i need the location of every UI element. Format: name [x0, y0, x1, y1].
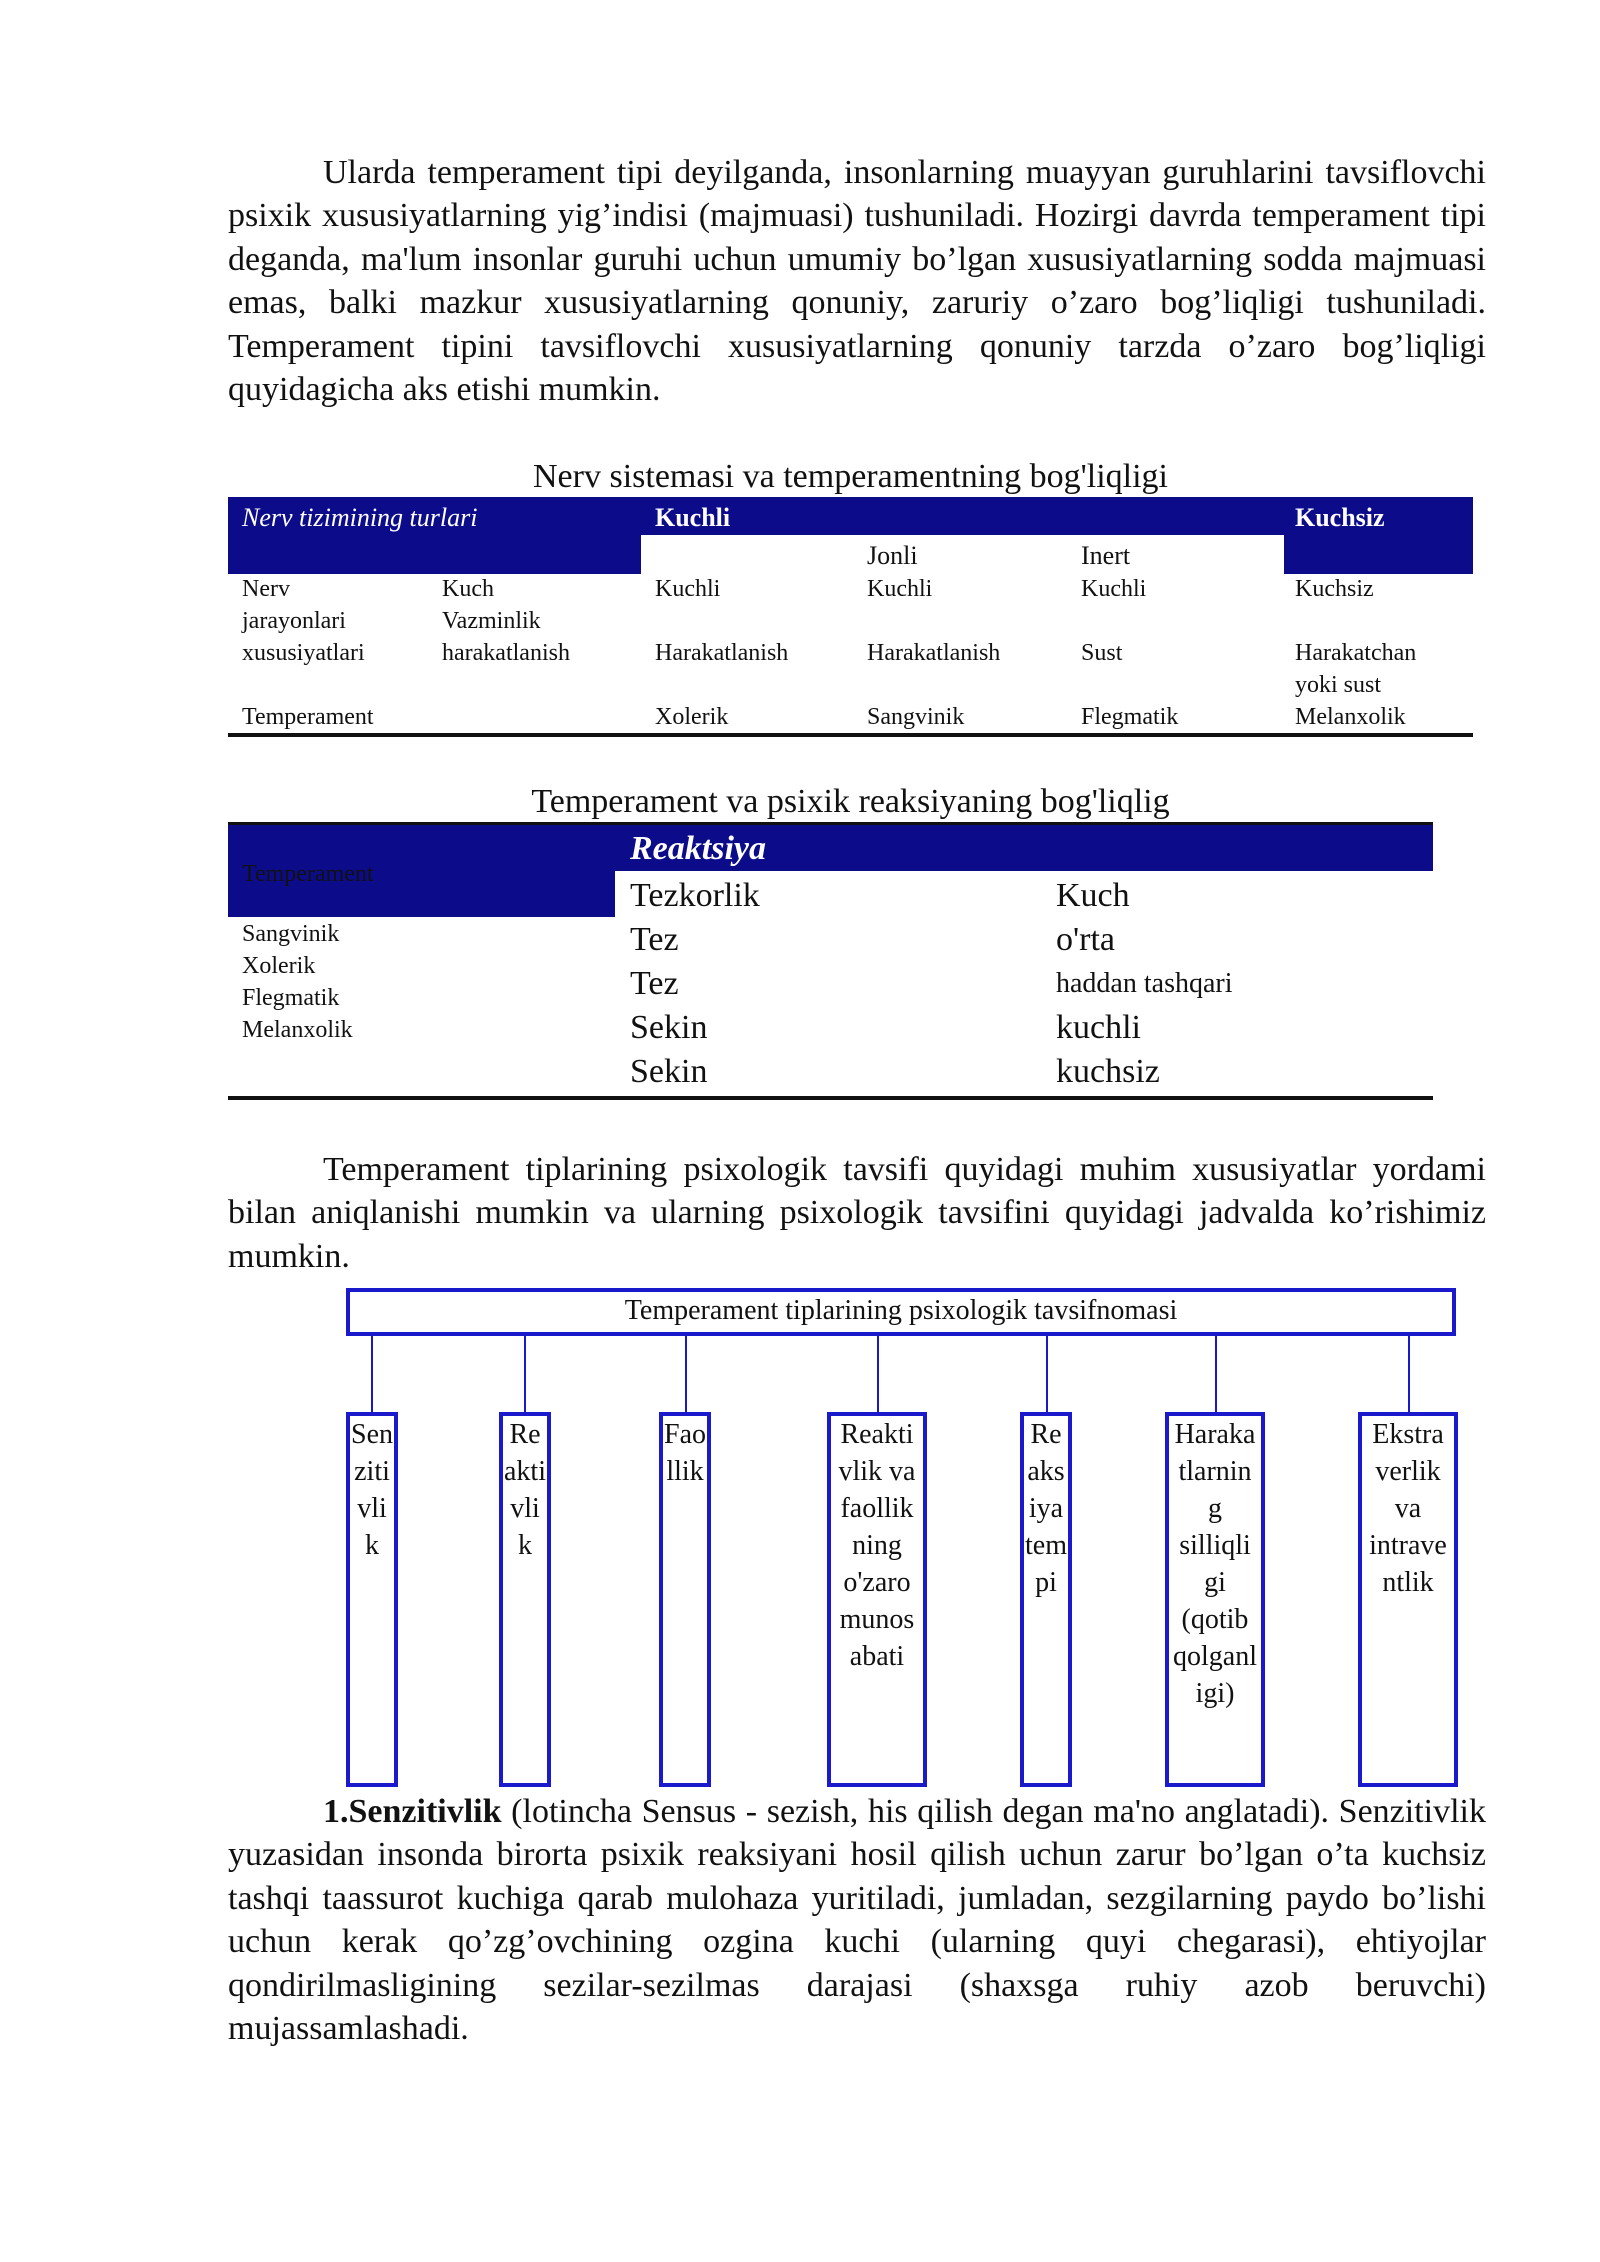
table1-prop-3: harakatlanish	[442, 640, 570, 666]
middle-paragraph: Temperament tiplarining psixologik tavsifi quyidagi muhim xususiyatlar yordami bilan aniqlanishi mumkin va ularning psixologik tavsifini quyidagi jadvalda ko’rishimiz mumkin.	[228, 1151, 1486, 1275]
table2-temperament: Flegmatik	[242, 985, 340, 1011]
table2-header-reaktsiya: Reaktsiya	[630, 830, 766, 867]
diagram-box-senzitivlik: Sen ziti vli k	[346, 1412, 398, 1787]
table2-tezkorlik: Sekin	[630, 1009, 708, 1046]
final-paragraph-text: (lotincha Sensus - sezish, his qilish degan ma'no anglatadi). Senzitivlik yuzasidan insonda birorta psixik reaksiyani hosil qilish uchun zarur bo’lgan o’ta kuchsiz tashqi taassurot kuchiga qarab mulohaza yuritiladi, jumladan, sezgilarning paydo bo’lishi uchun kerak qo’zg’ovchining ozgina kuchi (ularning quyi chegarasi), ehtiyojlar qondirilmasligining sezilar-sezilmas darajasi (shaxsga ruhiy azob beruvchi) mujassamlashadi.	[228, 1793, 1486, 2048]
table1-row-label-3: xususiyatlari	[242, 640, 365, 666]
table1-cell: Harakatlanish	[655, 640, 789, 666]
diagram-connector	[371, 1336, 373, 1412]
table1-header-band-middle	[641, 497, 1284, 535]
table2-bottom-rule	[228, 1096, 1433, 1100]
diagram-connector	[1408, 1336, 1410, 1412]
diagram-title: Temperament tiplarining psixologik tavsifnomasi	[346, 1288, 1456, 1336]
table1-cell: Kuchsiz	[1295, 576, 1374, 602]
table2-kuch: o'rta	[1056, 921, 1115, 958]
table1-row-label-1: Nerv	[242, 576, 290, 602]
table1-header-kuchsiz: Kuchsiz	[1295, 503, 1385, 532]
table1-cell: Xolerik	[655, 704, 729, 730]
table1-bottom-rule	[228, 733, 1473, 737]
table1-cell: Harakatchan	[1295, 640, 1417, 666]
table1-header-kuchli: Kuchli	[655, 503, 731, 532]
final-heading: 1.Senzitivlik	[323, 1793, 502, 1830]
table2-tezkorlik: Sekin	[630, 1053, 708, 1090]
diagram-box-reaktivlik-faollik: Reakti vlik va faollik ning o'zaro munos abati	[827, 1412, 927, 1787]
table1-cell: Sangvinik	[867, 704, 965, 730]
diagram-connector	[1046, 1336, 1048, 1412]
table2-temperament: Xolerik	[242, 953, 316, 979]
final-paragraph	[228, 1790, 1486, 2050]
table1-cell: Kuchli	[655, 576, 721, 602]
diagram-connector	[685, 1336, 687, 1412]
table1-prop-2: Vazminlik	[442, 608, 541, 634]
table2-kuch: kuchli	[1056, 1009, 1141, 1046]
table1-prop-1: Kuch	[442, 576, 494, 602]
table1-cell: Kuchli	[1081, 576, 1147, 602]
table2-kuch: kuchsiz	[1056, 1053, 1160, 1090]
table1-cell: Harakatlanish	[867, 640, 1001, 666]
table1-row-label-2: jarayonlari	[242, 608, 346, 634]
table2-header-left: Temperament	[242, 861, 374, 887]
table2-tezkorlik: Tez	[630, 921, 679, 958]
table2-temperament: Melanxolik	[242, 1017, 353, 1043]
diagram-box-reaksiya-tempi: Re aks iya tem pi	[1020, 1412, 1072, 1787]
table2-caption: Temperament va psixik reaksiyaning bog'liqlig	[531, 783, 1170, 820]
table1-cell: yoki sust	[1295, 672, 1382, 698]
table1-cell: Flegmatik	[1081, 704, 1179, 730]
table2-kuch: haddan tashqari	[1056, 968, 1233, 999]
table1-sub-inert: Inert	[1081, 541, 1131, 570]
diagram-connector	[877, 1336, 879, 1412]
table1-temperament-label: Temperament	[242, 704, 374, 730]
table1-cell: Kuchli	[867, 576, 933, 602]
table2-tezkorlik: Tez	[630, 965, 679, 1002]
diagram-box-harakatlar-silliqligi: Haraka tlarnin g silliqli gi (qotib qolganl igi)	[1165, 1412, 1265, 1787]
diagram-box-faollik: Fao llik	[659, 1412, 711, 1787]
table2-col-tezkorlik: Tezkorlik	[630, 877, 760, 914]
table1-sub-jonli: Jonli	[867, 541, 918, 570]
diagram-box-reaktivlik: Re akti vli k	[499, 1412, 551, 1787]
table2-temperament: Sangvinik	[242, 921, 340, 947]
table1-cell: Melanxolik	[1295, 704, 1406, 730]
table1-cell: Sust	[1081, 640, 1123, 666]
table2-col-kuch: Kuch	[1056, 877, 1130, 914]
diagram-box-ekstraverlik: Ekstra verlik va intrave ntlik	[1358, 1412, 1458, 1787]
table1-header-types: Nerv tizimining turlari	[242, 503, 478, 532]
diagram-connector	[1215, 1336, 1217, 1412]
intro-paragraph: Ularda temperament tipi deyilganda, insonlarning muayyan guruhlarini tavsiflovchi psixik xususiyatlarning yig’indisi (majmuasi) tushuniladi. Hozirgi davrda temperament tipi deganda, ma'lum insonlar guruhi uchun umumiy bo’lgan xususiyatlarning sodda majmuasi emas, balki mazkur xususiyatlarning qonuniy, zaruriy o’zaro bog’liqligi tushuniladi. Temperament tipini tavsiflovchi xususiyatlarning qonuniy tarzda o’zaro bog’liqligi quyidagicha aks etishi mumkin.	[228, 154, 1486, 409]
diagram-connector	[524, 1336, 526, 1412]
table1-caption: Nerv sistemasi va temperamentning bog'liqligi	[533, 458, 1168, 495]
